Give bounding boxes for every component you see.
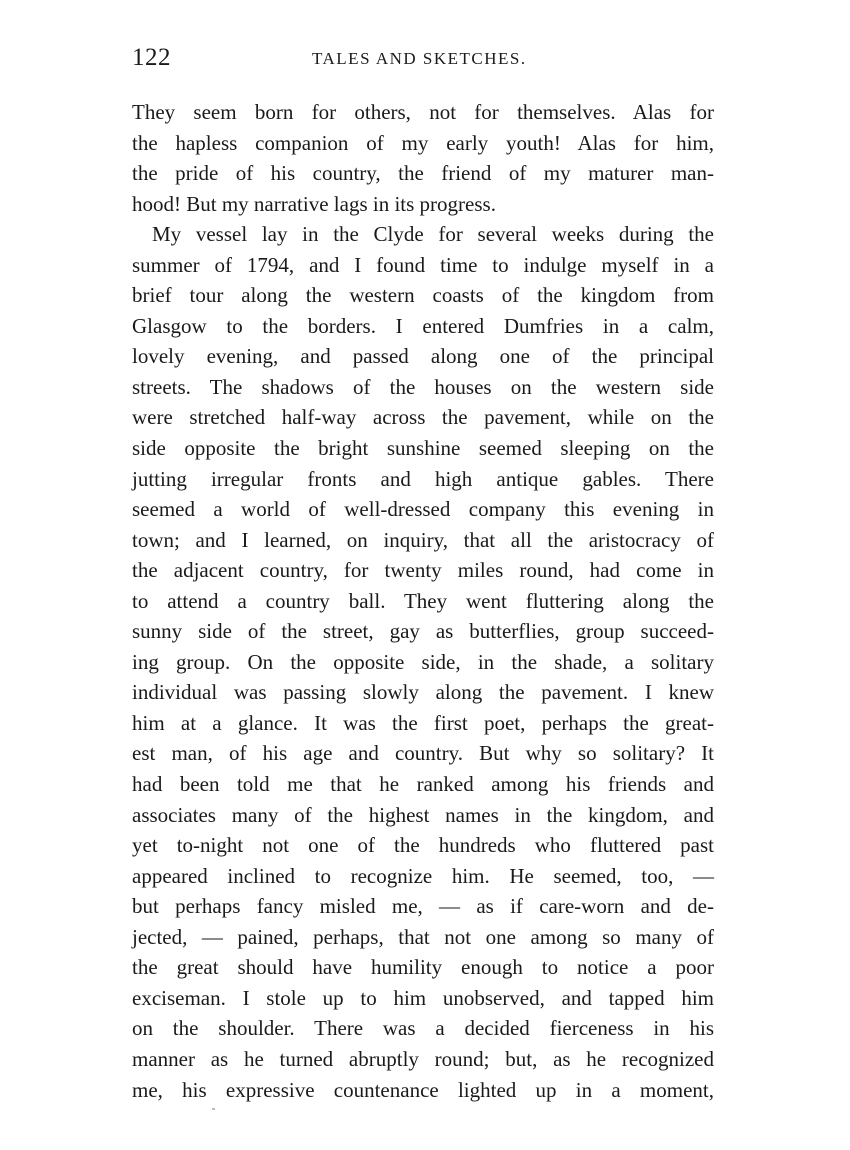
running-head: TALES AND SKETCHES. xyxy=(312,49,527,68)
text-line: Glasgow to the borders. I entered Dumfries in a calm, xyxy=(132,313,714,338)
text-line: me, his expressive countenance lighted up in a moment, xyxy=(132,1077,714,1102)
page-number: 122 xyxy=(132,44,171,71)
text-line: had been told me that he ranked among his friends and xyxy=(132,772,714,797)
text-line: They seem born for others, not for themselves. Alas for xyxy=(132,100,714,124)
text-line: ing group. On the opposite side, in the shade, a solitary xyxy=(132,649,714,674)
text-line: brief tour along the western coasts of the kingdom from xyxy=(132,283,714,308)
text-line: but perhaps fancy misled me, — as if care-worn and de- xyxy=(132,894,714,919)
text-line: est man, of his age and country. But why so solitary? It xyxy=(132,741,714,766)
text-line: individual was passing slowly along the pavement. I knew xyxy=(132,680,714,705)
text-line: appeared inclined to recognize him. He seemed, too, — xyxy=(132,863,714,888)
text-line: side opposite the bright sunshine seemed sleeping on the xyxy=(132,436,714,461)
text-line: the adjacent country, for twenty miles round, had come in xyxy=(132,558,714,583)
text-line: sunny side of the street, gay as butterflies, group succeed- xyxy=(132,619,714,644)
text-line: jutting irregular fronts and high antique gables. There xyxy=(132,466,714,491)
text-line: the pride of his country, the friend of my maturer man- xyxy=(132,161,714,186)
text-line: the hapless companion of my early youth! Alas for him, xyxy=(132,130,714,155)
text-line: exciseman. I stole up to him unobserved, and tapped him xyxy=(132,985,714,1010)
text-line: seemed a world of well-dressed company this evening in xyxy=(132,497,714,522)
text-line: the great should have humility enough to notice a poor xyxy=(132,955,714,980)
text-line: summer of 1794, and I found time to indulge myself in a xyxy=(132,252,714,277)
text-line: yet to-night not one of the hundreds who fluttered past xyxy=(132,833,714,858)
text-line-paragraph-start: My vessel lay in the Clyde for several weeks during the xyxy=(152,222,714,247)
print-speck xyxy=(212,1108,215,1110)
text-line: manner as he turned abruptly round; but, as he recognized xyxy=(132,1046,714,1071)
text-line: him at a glance. It was the first poet, perhaps the great- xyxy=(132,710,714,735)
text-line-paragraph-end: hood! But my narrative lags in its progress. xyxy=(132,191,496,216)
text-line: town; and I learned, on inquiry, that all the aristocracy of xyxy=(132,527,714,552)
body-text xyxy=(132,97,714,1105)
text-line: jected, — pained, perhaps, that not one among so many of xyxy=(132,924,714,949)
page-header xyxy=(132,44,712,84)
text-line: streets. The shadows of the houses on the western side xyxy=(132,374,714,399)
text-line: to attend a country ball. They went fluttering along the xyxy=(132,588,714,613)
text-line: lovely evening, and passed along one of the principal xyxy=(132,344,714,369)
text-line: associates many of the highest names in the kingdom, and xyxy=(132,802,714,827)
text-line: on the shoulder. There was a decided fierceness in his xyxy=(132,1016,714,1041)
text-line: were stretched half-way across the pavement, while on the xyxy=(132,405,714,430)
